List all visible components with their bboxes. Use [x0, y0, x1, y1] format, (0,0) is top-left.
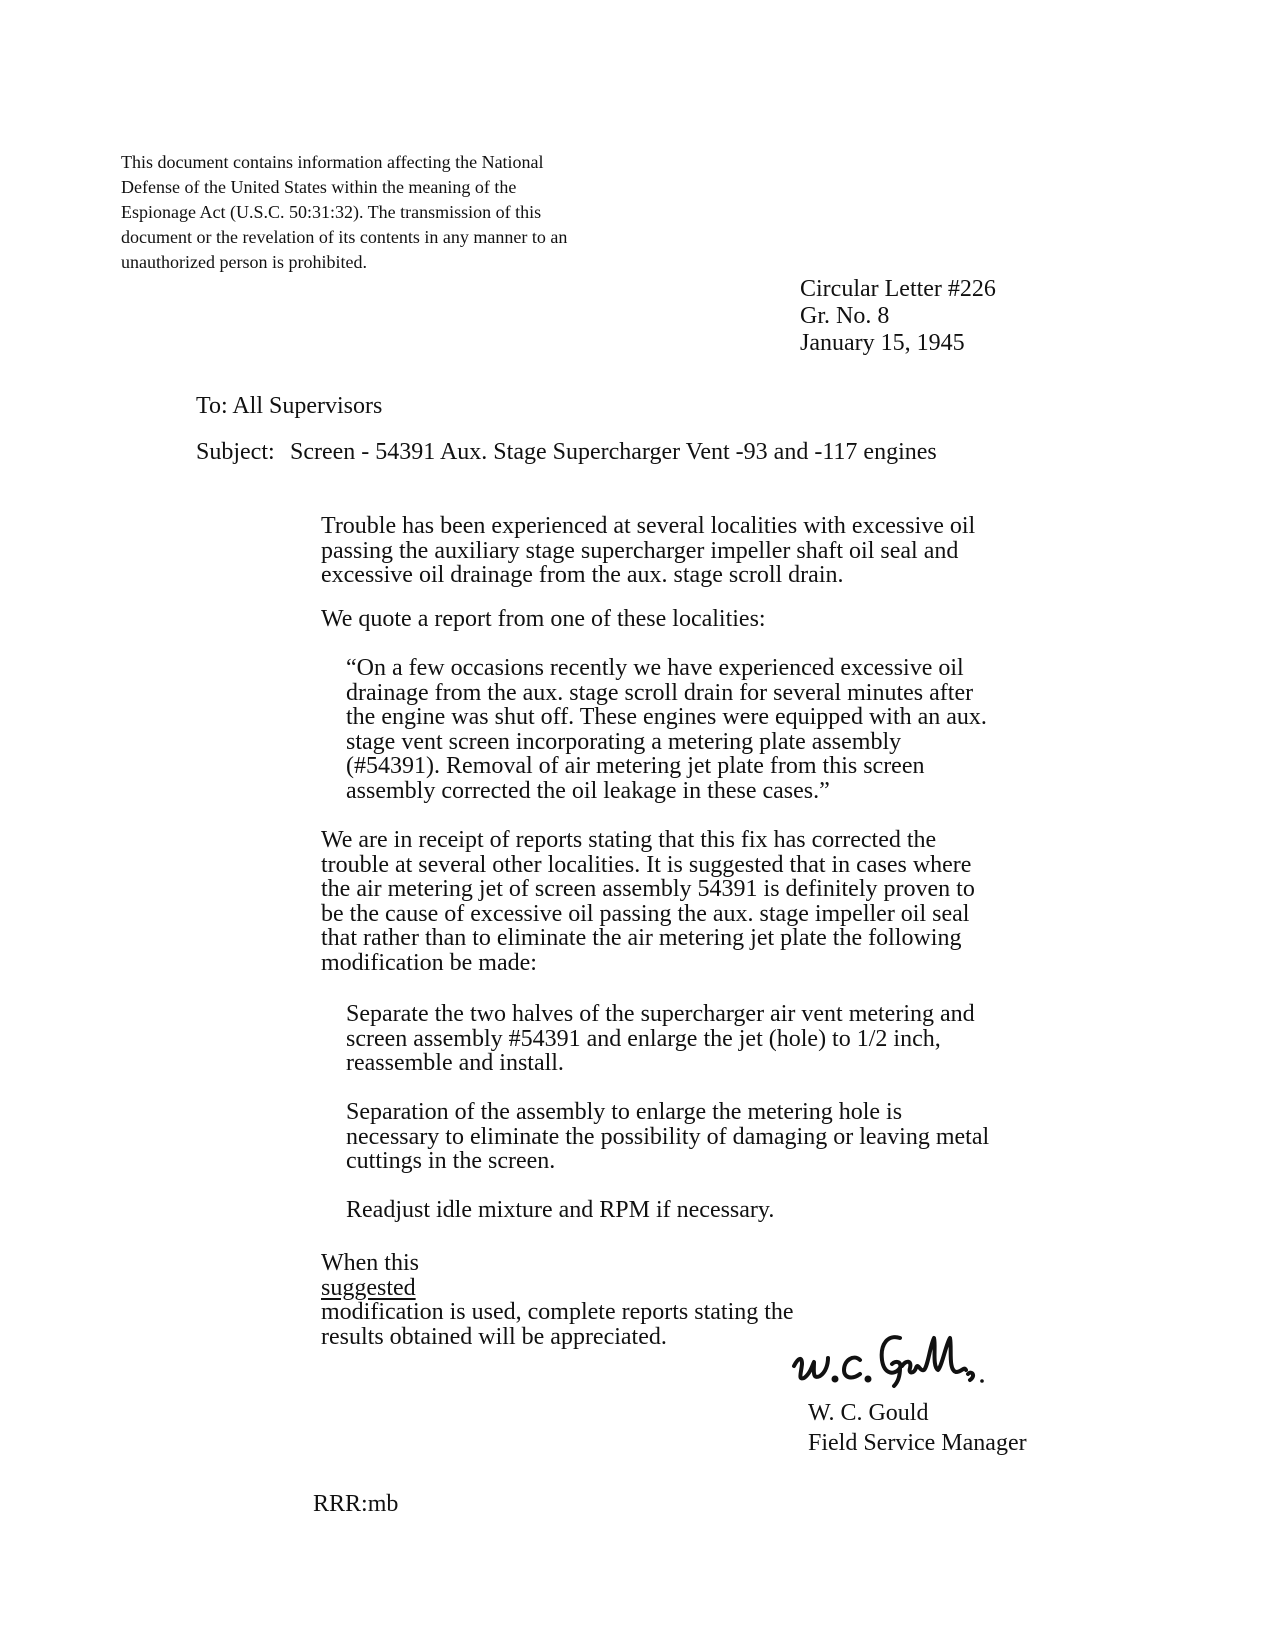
subject-line	[196, 439, 937, 466]
letter-date: January 15, 1945	[800, 330, 965, 356]
body-paragraph-3: We are in receipt of reports stating that this fix has corrected the trouble at several other localities. It is suggested that in cases where the air metering jet of screen assembly 54391 is definitely proven to be the cause of excessive oil passing the aux. stage impeller oil seal that rather than to eliminate the air metering jet plate the following modification be made:	[321, 827, 975, 976]
letter-header	[800, 276, 996, 357]
notice-line: Defense of the United States within the meaning of the	[121, 177, 517, 197]
modification-step-2: Separation of the assembly to enlarge the metering hole is necessary to eliminate the possibility of damaging or leaving metal cuttings in the screen.	[346, 1099, 990, 1174]
subject-label: Subject:	[196, 439, 275, 465]
addressee: To: All Supervisors	[196, 393, 383, 419]
body-paragraph-1: Trouble has been experienced at several localities with excessive oil passing the auxiliary stage supercharger impeller shaft oil seal and excessive oil drainage from the aux. stage scroll drain.	[321, 513, 976, 588]
notice-line: Espionage Act (U.S.C. 50:31:32). The transmission of this	[121, 202, 542, 222]
notice-line: unauthorized person is prohibited.	[121, 252, 367, 272]
group-number: Gr. No. 8	[800, 303, 890, 329]
subject-text: Screen - 54391 Aux. Stage Supercharger Vent -93 and -117 engines	[290, 439, 937, 465]
circular-number: Circular Letter #226	[800, 276, 996, 302]
body-paragraph-4: When this suggested modification is used, complete reports stating the results obtained will be appreciated.	[321, 1250, 794, 1350]
signer-name: W. C. Gould	[808, 1400, 929, 1426]
notice-line: This document contains information affecting the National	[121, 152, 544, 172]
typist-initials: RRR:mb	[313, 1491, 399, 1517]
signer-title: Field Service Manager	[808, 1430, 1027, 1456]
quoted-report: “On a few occasions recently we have experienced excessive oil drainage from the aux. stage scroll drain for several minutes after the engine was shut off. These engines were equipped with an aux. stage vent screen incorporating a metering plate assembly (#54391). Removal of air metering jet plate from this screen assembly corrected the oil leakage in these cases.”	[346, 655, 987, 804]
security-notice	[121, 150, 641, 275]
notice-line: document or the revelation of its contents in any manner to an	[121, 227, 568, 247]
signer-block	[808, 1398, 1027, 1458]
body-paragraph-2: We quote a report from one of these localities:	[321, 606, 766, 632]
handwritten-signature	[788, 1326, 1008, 1396]
underlined-word: suggested	[321, 1274, 416, 1301]
modification-step-1: Separate the two halves of the supercharger air vent metering and screen assembly #54391 and enlarge the jet (hole) to 1/2 inch, reassemble and install.	[346, 1001, 975, 1076]
modification-step-3: Readjust idle mixture and RPM if necessary.	[346, 1197, 775, 1223]
